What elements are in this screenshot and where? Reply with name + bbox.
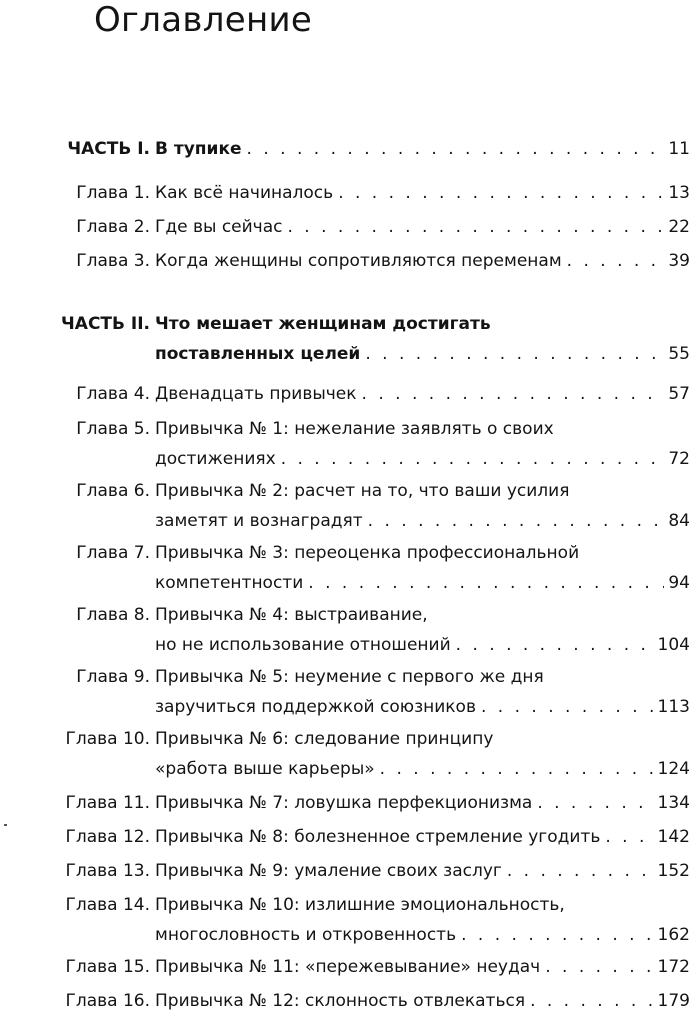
dot-leader — [605, 827, 653, 847]
toc-entry-title: Как всё начиналось — [155, 183, 334, 203]
dot-leader — [530, 991, 653, 1011]
page-number: 72 — [668, 449, 690, 469]
toc-entry-title: Что мешает женщинам достигать — [155, 314, 491, 334]
dot-leader — [456, 635, 654, 655]
page-number: 55 — [668, 344, 690, 364]
toc-entry-title: В тупике — [155, 139, 242, 159]
page-number: 134 — [657, 793, 690, 813]
edge-mark — [4, 824, 7, 826]
toc-entry-title: Привычка № 12: склонность отвлекаться — [155, 991, 526, 1011]
toc-entry-title: Привычка № 2: расчет на то, что ваши усилия — [155, 481, 570, 501]
toc-entry — [0, 417, 694, 481]
dot-leader — [288, 217, 665, 237]
page-number: 142 — [657, 827, 690, 847]
page-title: Оглавление — [94, 0, 313, 40]
toc-entry — [0, 727, 694, 791]
dot-leader — [338, 183, 664, 203]
toc-entry-label: Глава 4. — [76, 384, 150, 404]
toc-entry — [0, 181, 694, 215]
toc-entry-title: Привычка № 9: умаление своих заслуг — [155, 861, 502, 881]
toc-entry-label: Глава 14. — [65, 895, 150, 915]
toc-entry-label: Глава 9. — [76, 667, 150, 687]
page-number: 152 — [657, 861, 690, 881]
dot-leader — [567, 251, 665, 271]
toc-entry-title: Привычка № 10: излишние эмоциональность, — [155, 895, 565, 915]
toc-entry-title: но не использование отношений — [155, 635, 451, 655]
page-number: 94 — [668, 573, 690, 593]
page-number: 22 — [668, 217, 690, 237]
toc-entry — [0, 665, 694, 729]
toc-entry-title: Привычка № 7: ловушка перфекционизма — [155, 793, 533, 813]
toc-entry — [0, 989, 694, 1023]
toc-entry — [0, 603, 694, 667]
toc-entry — [0, 215, 694, 249]
toc-entry-title: достижениях — [155, 449, 276, 469]
page-number: 104 — [657, 635, 690, 655]
dot-leader — [507, 861, 654, 881]
toc-entry — [0, 382, 694, 416]
toc-entry-title: Привычка № 6: следование принципу — [155, 729, 494, 749]
toc-entry-title: «работа выше карьеры» — [155, 759, 375, 779]
toc-entry-title: Привычка № 8: болезненное стремление угодить — [155, 827, 601, 847]
toc-entry-title: Привычка № 4: выстраивание, — [155, 605, 428, 625]
page-number: 13 — [668, 183, 690, 203]
toc-entry-title: Двенадцать привычек — [155, 384, 357, 404]
toc-entry-label: Глава 1. — [76, 183, 150, 203]
toc-entry — [0, 859, 694, 893]
toc-entry — [0, 137, 694, 171]
page-number: 162 — [657, 925, 690, 945]
toc-entry-label: Глава 10. — [65, 729, 150, 749]
toc-entry-label: Глава 6. — [76, 481, 150, 501]
page-number: 39 — [668, 251, 690, 271]
dot-leader — [365, 344, 664, 364]
toc-entry-label: Глава 8. — [76, 605, 150, 625]
toc-entry-label: Глава 12. — [65, 827, 150, 847]
toc-entry-label: Глава 5. — [76, 419, 150, 439]
toc-entry-title: Когда женщины сопротивляются переменам — [155, 251, 562, 271]
toc-entry-title: заметят и вознаградят — [155, 511, 363, 531]
toc-entry-title: Привычка № 11: «пережевывание» неудач — [155, 957, 541, 977]
page-number: 172 — [657, 957, 690, 977]
dot-leader — [308, 573, 664, 593]
toc-entry — [0, 955, 694, 989]
dot-leader — [481, 697, 654, 717]
toc-entry-label: ЧАСТЬ II. — [61, 314, 150, 334]
page-number: 84 — [668, 511, 690, 531]
toc-entry-title: Привычка № 1: нежелание заявлять о своих — [155, 419, 554, 439]
toc-entry — [0, 249, 694, 283]
toc-entry — [0, 541, 694, 605]
toc-entry-label: Глава 13. — [65, 861, 150, 881]
toc-entry-title: многословность и откровенность — [155, 925, 457, 945]
dot-leader — [380, 759, 654, 779]
toc-entry-title: заручиться поддержкой союзников — [155, 697, 476, 717]
toc-entry-title: Привычка № 5: неумение с первого же дня — [155, 667, 544, 687]
toc-entry-label: Глава 15. — [65, 957, 150, 977]
toc-entry — [0, 312, 694, 376]
dot-leader — [247, 139, 665, 159]
toc-entry — [0, 825, 694, 859]
dot-leader — [537, 793, 653, 813]
page-number: 11 — [668, 139, 690, 159]
toc-entry-title: поставленных целей — [155, 344, 361, 364]
toc-entry-label: Глава 11. — [65, 793, 150, 813]
dot-leader — [545, 957, 653, 977]
page-number: 124 — [657, 759, 690, 779]
toc-entry-label: Глава 16. — [65, 991, 150, 1011]
toc-entry — [0, 893, 694, 957]
toc-entry-label: ЧАСТЬ I. — [67, 139, 150, 159]
page-number: 57 — [668, 384, 690, 404]
dot-leader — [281, 449, 665, 469]
toc-entry-title: компетентности — [155, 573, 304, 593]
toc-entry-label: Глава 7. — [76, 543, 150, 563]
toc-entry — [0, 791, 694, 825]
dot-leader — [362, 384, 665, 404]
toc-entry-title: Привычка № 3: переоценка профессиональной — [155, 543, 580, 563]
dot-leader — [461, 925, 653, 945]
toc-entry — [0, 479, 694, 543]
page-number: 179 — [657, 991, 690, 1011]
toc-entry-label: Глава 3. — [76, 251, 150, 271]
dot-leader — [368, 511, 665, 531]
page-number: 113 — [657, 697, 690, 717]
toc-entry-label: Глава 2. — [76, 217, 150, 237]
toc-entry-title: Где вы сейчас — [155, 217, 283, 237]
